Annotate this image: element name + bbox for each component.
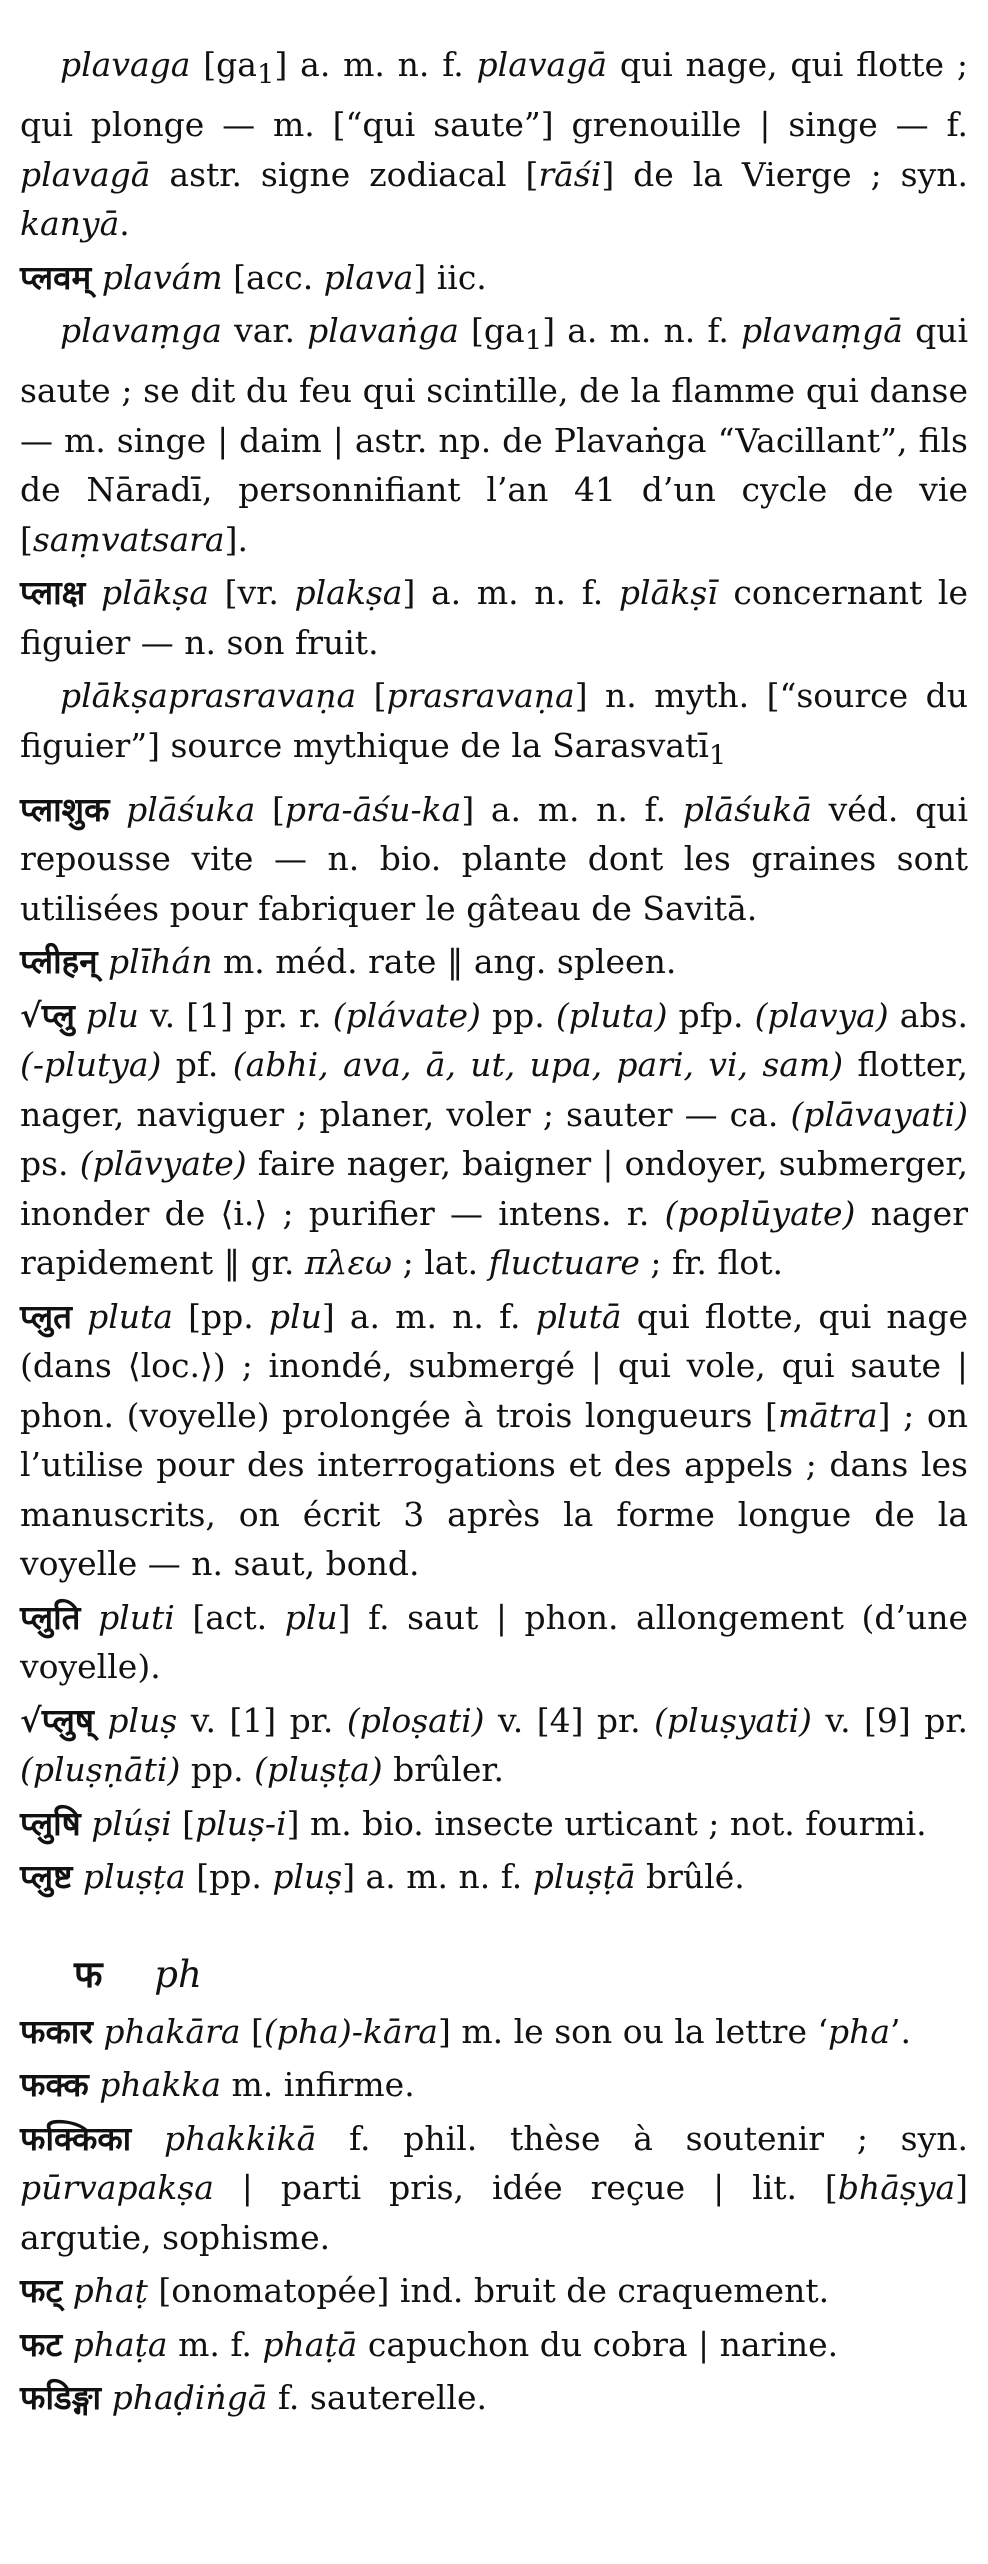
dictionary-entry: फट phaṭa m. f. phaṭā capuchon du cobra | narine. — [20, 2324, 839, 2364]
dictionary-entry: फक्क phakka m. infirme. — [20, 2065, 415, 2105]
dictionary-entry: plākṣaprasravaṇa [prasravaṇa] n. myth. [“source du figuier”] source mythique de la Sarasvatī$_1$ — [20, 676, 968, 772]
dictionary-entry: प्लाक्ष plākṣa [vr. plakṣa] a. m. n. f. plākṣī concernant le figuier — n. son fruit. — [20, 573, 968, 662]
dictionary-entry: √प्लुष् pluṣ v. [1] pr. (ploṣati) v. [4] pr. (pluṣyati) v. [9] pr. (pluṣṇāti) pp. (pluṣṭa) brûler. — [20, 1700, 968, 1790]
dictionary-entry: प्लीहन् plīhán m. méd. rate ‖ ang. spleen. — [20, 942, 677, 982]
dictionary-entry: प्लुत pluta [pp. plu] a. m. n. f. plutā qui flotte, qui nage (dans ⟨loc.⟩) ; inondé, submergé | qui vole, qui saute | phon. (voyelle) prolongée à trois longueurs [mātra] ; on l’utilise pour des interrogations et des appels ; dans les manuscrits, on écrit 3 après la forme longue de la voyelle — n. saut, bond. — [20, 1296, 969, 1584]
dictionary-entry: √प्लु plu v. [1] pr. r. (plávate) pp. (pluta) pfp. (plavya) abs. (-plutya) pf. (abhi, ava, ā, ut, upa, pari, vi, sam) flotter, nager, naviguer ; planer, voler ; sauter — ca. (plāvayati) ps. (plāvyate) faire nager, baigner | ondoyer, submerger, inonder de ⟨i.⟩ ; purifier — intens. r. (poplūyate) nager rapidement ‖ gr. πλεω ; lat. fluctuare ; fr. flot. — [20, 995, 969, 1283]
dictionary-entry: प्लुति pluti [act. plu] f. saut | phon. allongement (d’une voyelle). — [20, 1597, 968, 1687]
entry-list — [20, 40, 968, 1902]
dictionary-entry: फडिङ्गा phaḍiṅgā f. sauterelle. — [20, 2378, 487, 2418]
section-heading — [20, 1946, 968, 2003]
dictionary-entry: plavaga $[ga_1]$ a. m. n. f. plavagā qui nage, qui flotte ; qui plonge — m. [“qui saute”] grenouille | singe — f. plavagā astr. signe zodiacal [rāśi] de la Vierge ; syn. kanyā. — [20, 45, 968, 244]
section-letter-devanagari: फ — [74, 1951, 103, 1996]
dictionary-entry: प्लुष्ट pluṣṭa [pp. pluṣ] a. m. n. f. pluṣṭā brûlé. — [20, 1857, 745, 1897]
dictionary-entry: प्लाशुक plāśuka [pra-āśu-ka] a. m. n. f. plāśukā véd. qui repousse vite — n. bio. plante dont les graines sont utilisées pour fabriquer le gâteau de Savitā. — [20, 789, 968, 928]
section-letter-latin: ph — [154, 1952, 202, 1996]
dictionary-entry: plavaṃga var. plavaṅga $[ga_1]$ a. m. n. f. plavaṃgā qui saute ; se dit du feu qui scintille, de la flamme qui danse — m. singe | daim | astr. np. de Plavaṅga “Vacillant”, fils de Nāradī, personnifiant l’an 41 d’un cycle de vie [saṃvatsara]. — [20, 311, 969, 559]
dictionary-entry: फक्किका phakkikā f. phil. thèse à soutenir ; syn. pūrvapakṣa | parti pris, idée reçue | lit. [bhāṣya] argutie, sophisme. — [20, 2118, 968, 2257]
entry-list — [20, 2007, 968, 2423]
dictionary-entry: प्लवम् plavám [acc. plava] iic. — [20, 257, 487, 297]
dictionary-entry: फकार phakāra [(pha)-kāra] m. le son ou la lettre ‘pha’. — [20, 2011, 912, 2051]
dictionary-entry: फट् phaṭ [onomatopée] ind. bruit de craquement. — [20, 2271, 830, 2311]
dictionary-entry: प्लुषि plúṣi [pluṣ-i] m. bio. insecte urticant ; not. fourmi. — [20, 1803, 927, 1843]
